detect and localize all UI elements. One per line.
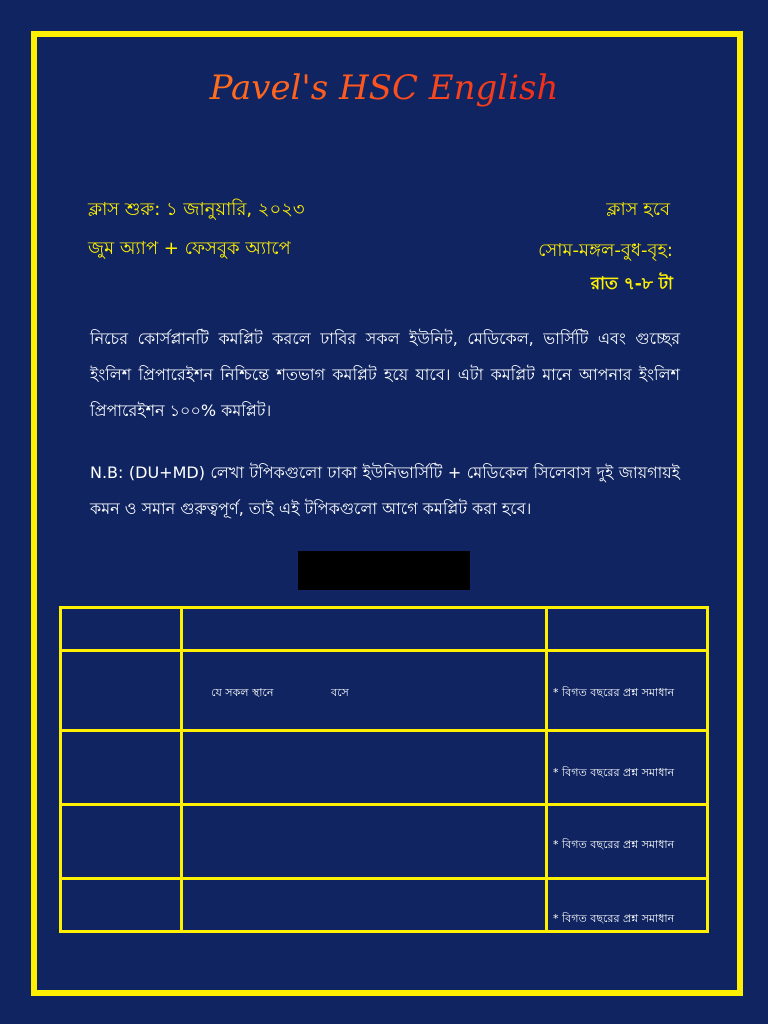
- table-cell: [547, 805, 708, 879]
- table-cell: [547, 879, 708, 932]
- redacted-box: [298, 551, 470, 590]
- table-cell: [61, 879, 182, 932]
- table-cell: [547, 651, 708, 731]
- class-start-date: ক্লাস শুরু: ১ জানুয়ারি, ২০২৩: [88, 199, 305, 220]
- table-row: [61, 651, 708, 731]
- table-cell: [61, 731, 182, 805]
- table-cell: [61, 608, 182, 651]
- table-cell: [182, 608, 547, 651]
- past-questions-note: * বিগত বছরের প্রশ্ন সমাধান: [553, 686, 675, 699]
- past-questions-note: * বিগত বছরের প্রশ্ন সমাধান: [553, 838, 675, 851]
- nb-note: N.B: (DU+MD) লেখা টপিকগুলো ঢাকা ইউনিভার্সিটি + মেডিকেল সিলেবাস দুই জায়গায়ই কমন ও সমান গুরুত্বপূর্ণ, তাই এই টপিকগুলো আগে কমপ্লিট করা হবে।: [90, 463, 680, 518]
- course-schedule-table: [59, 606, 709, 933]
- page-title: Pavel's HSC English: [0, 68, 768, 108]
- topic-text: যে সকল স্থানে: [211, 686, 274, 699]
- table-row: [61, 805, 708, 879]
- table-cell: [547, 731, 708, 805]
- table-cell: [547, 608, 708, 651]
- table-cell: [61, 651, 182, 731]
- topic-text: বসে: [331, 686, 349, 699]
- past-questions-note: * বিগত বছরের প্রশ্ন সমাধান: [553, 912, 675, 925]
- table-cell: [182, 879, 547, 932]
- table-cell: [61, 805, 182, 879]
- class-platform: জুম অ্যাপ + ফেসবুক অ্যাপে: [88, 238, 291, 259]
- table-row: [61, 731, 708, 805]
- class-days: সোম-মঙ্গল-বুধ-বৃহ:: [538, 240, 673, 261]
- course-description: নিচের কোর্সপ্লানটি কমপ্লিট করলে ঢাবির সকল ইউনিট, মেডিকেল, ভার্সিটি এবং গুচ্ছের ইংলিশ প্রিপারেইশন নিশ্চিন্তে শতভাগ কমপ্লিট হয়ে যাবে। এটা কমপ্লিট মানে আপনার ইংলিশ প্রিপারেইশন ১০০% কমপ্লিট।: [90, 329, 680, 420]
- class-schedule-label: ক্লাস হবে: [606, 199, 670, 220]
- table-cell: [182, 651, 547, 731]
- table-cell: [182, 805, 547, 879]
- table-cell: [182, 731, 547, 805]
- table-row: [61, 879, 708, 932]
- table-header-row: [61, 608, 708, 651]
- past-questions-note: * বিগত বছরের প্রশ্ন সমাধান: [553, 766, 675, 779]
- class-time: রাত ৭-৮ টা: [590, 274, 673, 294]
